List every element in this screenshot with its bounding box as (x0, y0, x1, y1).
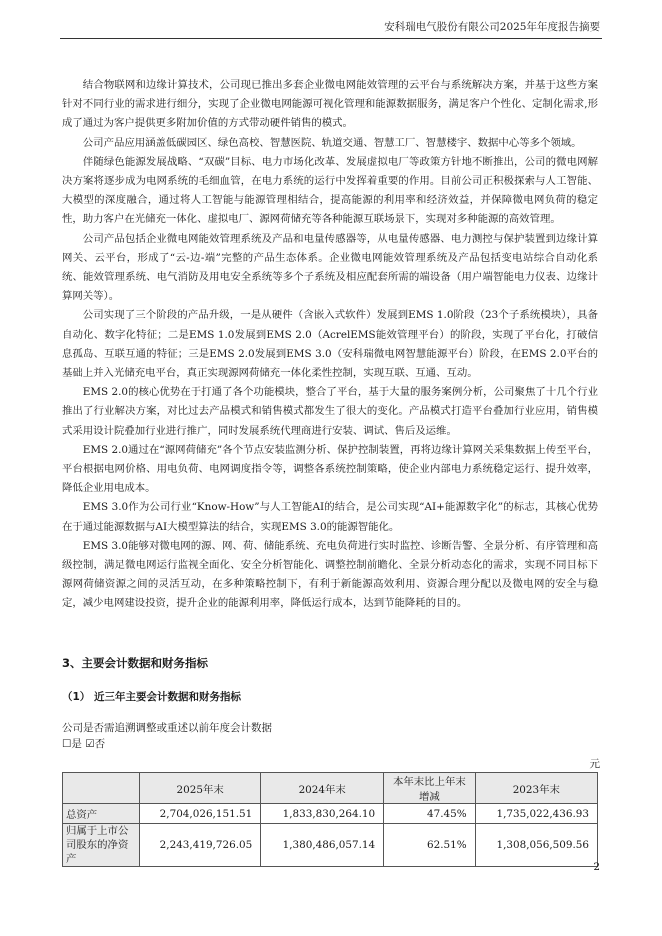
paragraph: 伴随绿色能源发展战略、“双碳”目标、电力市场化改革、发展虚拟电厂等政策方针地不断推出，公司的微电网解决方案将逐步成为电网系统的毛细血管，在电力系统的运行中发挥着重要的作用。目前公司正积极探索与人工智能、大模型的深度融合，通过将人工智能与能源管理相结合，提高能源的利用率和经济效益，并保障微电网负荷的稳定性，助力客户在光储充一体化、虚拟电厂、源网荷储充等各种能源互联场景下，实现对多种能源的高效管理。 (62, 155, 598, 226)
paragraph: EMS 2.0的核心优势在于打通了各个功能模块，整合了平台，基于大量的服务案例分析，公司聚焦了十几个行业推出了行业解决方案，对比过去产品模式和销售模式都发生了很大的变化。产品模式打造平台叠加行业应用，销售模式采用设计院叠加行业进行推广，同时发展系统代理商进行安装、调试、售后及运维。 (62, 386, 598, 437)
table-cell: 1,380,486,057.14 (261, 824, 384, 867)
restatement-question: 公司是否需追溯调整或重述以前年度会计数据 (62, 722, 272, 734)
table-header-cell (63, 773, 140, 804)
table-row (63, 804, 598, 824)
table-cell: 47.45% (384, 804, 475, 824)
paragraph: EMS 2.0通过在“源网荷储充”各个节点安装监测分析、保护控制装置，再将边缘计算网关采集数据上传至平台，平台根据电网价格、用电负荷、电网调度指令等，调整各系统控制策略，使企业内部电力系统稳定运行、提升效率，降低企业用电成本。 (62, 443, 598, 495)
table-cell: 1,833,830,264.10 (261, 804, 384, 824)
row-label: 总资产 (63, 804, 140, 824)
row-label: 归属于上市公司股东的净资产 (63, 824, 140, 867)
paragraph: EMS 3.0作为公司行业“Know-How”与人工智能AI的结合，是公司实现“AI+能源数字化”的标志，其核心优势在于通过能源数据与AI大模型算法的结合，实现EMS 3.0的能源智能化。 (62, 501, 598, 533)
paragraph: 公司产品包括企业微电网能效管理系统及产品和电量传感器等，从电量传感器、电力测控与保护装置到边缘计算网关、云平台，形成了“云-边-端”完整的产品生态体系。企业微电网能效管理系统及产品包括变电站综合自动化系统、能效管理系统、电气消防及用电安全系统等多个子系统及相应配套所需的端设备（用户端智能电力仪表、边缘计算网关等）。 (62, 232, 598, 303)
page-number: 2 (593, 861, 600, 873)
table-cell: 1,308,056,509.56 (475, 824, 597, 867)
paragraph: 结合物联网和边缘计算技术，公司现已推出多套企业微电网能效管理的云平台与系统解决方案，并基于这些方案针对不同行业的需求进行细分，实现了企业微电网能源可视化管理和能源数据服务，满足客户个性化、定制化需求,形成了通过为客户提供更多附加价值的方式带动硬件销售的模式。 (62, 79, 598, 130)
table-header-cell: 2025年末 (140, 773, 261, 804)
financial-data-table (62, 772, 598, 867)
paragraph: 公司产品应用涵盖低碳园区、绿色高校、智慧医院、轨道交通、智慧工厂、智慧楼宇、数据中心等多个领域。 (82, 136, 582, 149)
table-header-cell: 本年末比上年末增减 (384, 773, 475, 804)
paragraph: EMS 3.0能够对微电网的源、网、荷、储能系统、充电负荷进行实时监控、诊断告警、全景分析、有序管理和高级控制，满足微电网运行监视全面化、安全分析智能化、调整控制前瞻化、全景分析动态化的需求，实现不同目标下源网荷储资源之间的灵活互动，在多种策略控制下，有利于新能源高效利用、资源合理分配以及微电网的安全与稳定，减少电网建设投资，提升企业的能源利用率，降低运行成本，达到节能降耗的目的。 (62, 539, 598, 610)
subsection-heading: （1） 近三年主要会计数据和财务指标 (62, 691, 241, 703)
business-description (62, 76, 598, 614)
report-header-title: 安科瑞电气股份有限公司2025年年度报告摘要 (384, 21, 600, 33)
table-header-row (63, 773, 598, 804)
section-heading: 3、主要会计数据和财务指标 (62, 656, 209, 670)
header-divider (60, 38, 602, 39)
paragraph: 公司实现了三个阶段的产品升级，一是从硬件（含嵌入式软件）发展到EMS 1.0阶段（23个子系统模块），具备自动化、数字化特征；二是EMS 1.0发展到EMS 2.0（AcrelEMS能效管理平台）的阶段，实现了平台化，打破信息孤岛、互联互通的特征；三是EMS 2.0发展到EMS 3.0（安科瑞微电网智慧能源平台）阶段，在EMS 2.0平台的基础上并入光储充电平台，真正实现源网荷储充一体化柔性控制，实现互联、互通、互动。 (62, 309, 598, 380)
table-cell: 1,735,022,436.93 (475, 804, 597, 824)
table-cell: 62.51% (384, 824, 475, 867)
table-cell: 2,243,419,726.05 (140, 824, 261, 867)
table-cell: 2,704,026,151.51 (140, 804, 261, 824)
currency-unit: 元 (589, 758, 600, 770)
table-header-cell: 2024年末 (261, 773, 384, 804)
table-row (63, 824, 598, 867)
table-header-cell: 2023年末 (475, 773, 597, 804)
restatement-answer: ☐是 ☑否 (62, 738, 106, 750)
